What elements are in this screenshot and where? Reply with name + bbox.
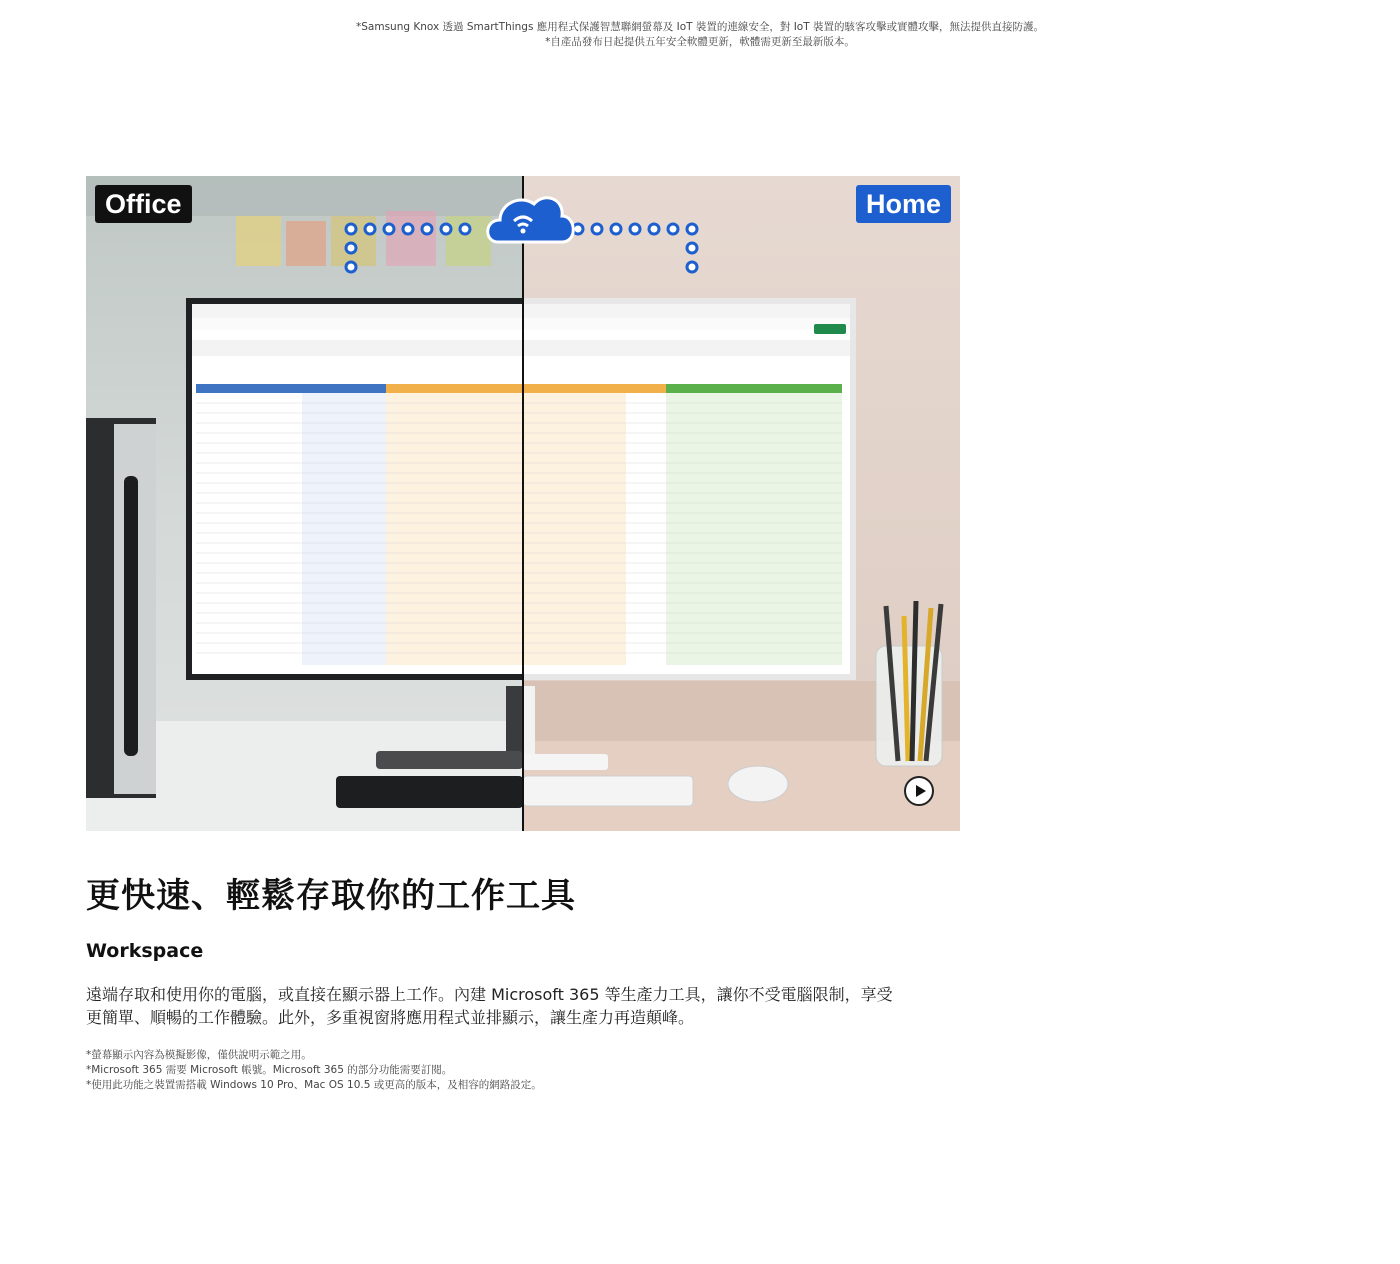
body-line: 更簡單、順暢的工作體驗。此外，多重視窗將應用程式並排顯示，讓生產力再造顛峰。 — [86, 1008, 695, 1027]
subheading: Workspace — [86, 940, 204, 962]
hero-image — [86, 176, 960, 831]
disclaimer: *Microsoft 365 需要 Microsoft 帳號。Microsoft 365 的部分功能需要訂閱。 — [86, 1064, 453, 1076]
body-line: 遠端存取和使用你的電腦，或直接在顯示器上工作。內建 Microsoft 365 等生產力工具，讓你不受電腦限制，享受 — [86, 985, 893, 1004]
hero-illustration — [86, 176, 960, 831]
body-text — [86, 983, 966, 1029]
home-label: Home — [856, 185, 951, 223]
top-notes — [0, 20, 1400, 50]
disclaimer: *螢幕顯示內容為模擬影像，僅供說明示範之用。 — [86, 1049, 312, 1061]
top-note: *自產品發布日起提供五年安全軟體更新，軟體需更新至最新版本。 — [545, 36, 855, 48]
disclaimers — [86, 1048, 542, 1093]
office-label: Office — [95, 185, 192, 223]
top-note: *Samsung Knox 透過 SmartThings 應用程式保護智慧聯網螢幕及 IoT 裝置的連線安全，對 IoT 裝置的駭客攻擊或實體攻擊，無法提供直接防護。 — [356, 21, 1044, 33]
play-icon[interactable] — [904, 776, 934, 806]
headline: 更快速、輕鬆存取你的工作工具 — [86, 876, 576, 916]
disclaimer: *使用此功能之裝置需搭載 Windows 10 Pro、Mac OS 10.5 或更高的版本，及相容的網路設定。 — [86, 1079, 542, 1091]
